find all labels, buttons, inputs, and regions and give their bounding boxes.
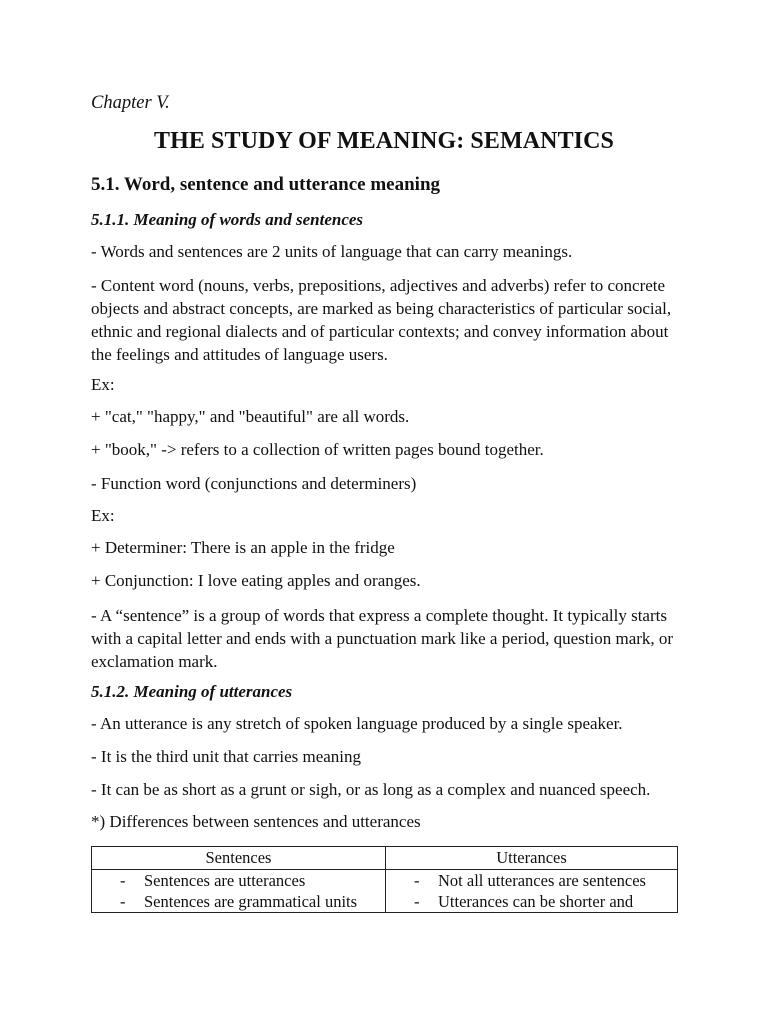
table-header-row — [92, 847, 678, 870]
paragraph-length: - It can be as short as a grunt or sigh, or as long as a complex and nuanced speech. — [91, 780, 651, 799]
table-header-utterances: Utterances — [386, 847, 678, 870]
paragraph-sentence: - A “sentence” is a group of words that express a complete thought. It typically starts with a capital letter and ends with a punctuation mark like a period, question mark, or exclamation mark. — [91, 606, 674, 671]
bullet-dash: - — [120, 892, 126, 911]
paragraph-third-unit: - It is the third unit that carries meaning — [91, 747, 362, 766]
list-item: - Sentences are utterances — [120, 871, 306, 890]
example-label: Ex: — [91, 506, 115, 525]
subsection-heading-utterances: 5.1.2. Meaning of utterances — [91, 682, 293, 701]
example-label: Ex: — [91, 375, 115, 394]
subsection-heading-words: 5.1.1. Meaning of words and sentences — [91, 210, 364, 229]
example-item: + "book," -> refers to a collection of written pages bound together. — [91, 440, 544, 459]
list-item: - Sentences are grammatical units — [120, 892, 358, 911]
list-item: - Utterances can be shorter and — [414, 892, 634, 911]
bullet-dash: - — [120, 871, 126, 890]
page-title: THE STUDY OF MEANING: SEMANTICS — [153, 128, 615, 154]
table-cell-sentences — [92, 870, 386, 913]
table-row — [92, 870, 678, 913]
paragraph-utterance: - An utterance is any stretch of spoken language produced by a single speaker. — [91, 714, 623, 733]
chapter-label: Chapter V. — [91, 93, 170, 113]
table-cell-utterances — [386, 870, 678, 913]
example-item: + Conjunction: I love eating apples and oranges. — [91, 571, 421, 590]
paragraph-function-word: - Function word (conjunctions and determiners) — [91, 474, 417, 493]
bullet-dash: - — [414, 871, 420, 890]
section-heading: 5.1. Word, sentence and utterance meaning — [91, 174, 441, 195]
paragraph-units: - Words and sentences are 2 units of language that can carry meanings. — [91, 242, 573, 261]
paragraph-content-word: - Content word (nouns, verbs, prepositions, adjectives and adverbs) refer to concrete objects and abstract concepts, are marked as being characteristics of particular social, ethnic and regional dialects and of particular contexts; and convey information about the feelings and attitudes of language users. — [91, 276, 672, 364]
paragraph-differences: *) Differences between sentences and utterances — [91, 812, 421, 831]
list-item: - Not all utterances are sentences — [414, 871, 646, 890]
table-header-sentences: Sentences — [92, 847, 386, 870]
example-item: + "cat," "happy," and "beautiful" are all words. — [91, 407, 410, 426]
differences-table — [91, 846, 678, 913]
example-item: + Determiner: There is an apple in the fridge — [91, 538, 395, 557]
bullet-dash: - — [414, 892, 420, 911]
